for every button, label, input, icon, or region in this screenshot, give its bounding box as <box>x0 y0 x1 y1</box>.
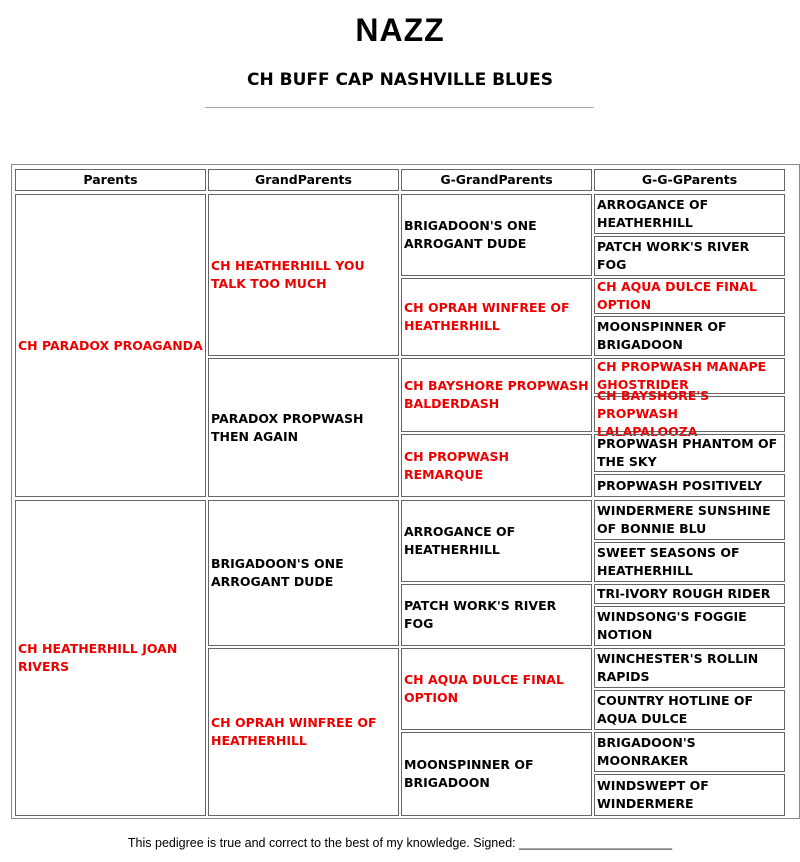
parent-cell: CH PARADOX PROAGANDA <box>15 194 206 497</box>
page-title: NAZZ <box>355 12 445 48</box>
header-parents: Parents <box>15 169 206 191</box>
dog-name: CH BUFF CAP NASHVILLE BLUES <box>247 70 553 90</box>
gggparent-cell: ARROGANCE OF HEATHERHILL <box>594 194 785 234</box>
gggparent-cell: COUNTRY HOTLINE OF AQUA DULCE <box>594 690 785 730</box>
gggparent-cell: TRI-IVORY ROUGH RIDER <box>594 584 785 604</box>
gggparent-cell: WINDERMERE SUNSHINE OF BONNIE BLU <box>594 500 785 540</box>
parent-cell: CH HEATHERHILL JOAN RIVERS <box>15 500 206 816</box>
gggparent-cell: CH PROPWASH MANAPE GHOSTRIDER <box>594 358 785 394</box>
gggparent-cell: PATCH WORK'S RIVER FOG <box>594 236 785 276</box>
gggparent-cell: SWEET SEASONS OF HEATHERHILL <box>594 542 785 582</box>
gggparent-cell: BRIGADOON'S MOONRAKER <box>594 732 785 772</box>
ggrandparent-cell: ARROGANCE OF HEATHERHILL <box>401 500 592 582</box>
gggparent-cell: WINCHESTER'S ROLLIN RAPIDS <box>594 648 785 688</box>
ggrandparent-cell: PATCH WORK'S RIVER FOG <box>401 584 592 646</box>
ggrandparent-cell: CH BAYSHORE PROPWASH BALDERDASH <box>401 358 592 432</box>
grandparent-cell: PARADOX PROPWASH THEN AGAIN <box>208 358 399 497</box>
signature-line: This pedigree is true and correct to the best of my knowledge. Signed: ______________________ <box>127 836 673 850</box>
gggparent-cell: PROPWASH PHANTOM OF THE SKY <box>594 434 785 472</box>
gggparent-cell: WINDSONG'S FOGGIE NOTION <box>594 606 785 646</box>
divider <box>205 107 594 108</box>
grandparent-cell: BRIGADOON'S ONE ARROGANT DUDE <box>208 500 399 646</box>
gggparent-cell: CH AQUA DULCE FINAL OPTION <box>594 278 785 314</box>
header-ggrandparents: G-GrandParents <box>401 169 592 191</box>
ggrandparent-cell: CH OPRAH WINFREE OF HEATHERHILL <box>401 278 592 356</box>
ggrandparent-cell: CH PROPWASH REMARQUE <box>401 434 592 497</box>
grandparent-cell: CH OPRAH WINFREE OF HEATHERHILL <box>208 648 399 816</box>
ggrandparent-cell: BRIGADOON'S ONE ARROGANT DUDE <box>401 194 592 276</box>
header-grandparents: GrandParents <box>208 169 399 191</box>
ggrandparent-cell: CH AQUA DULCE FINAL OPTION <box>401 648 592 730</box>
header-gggparents: G-G-GParents <box>594 169 785 191</box>
ggrandparent-cell: MOONSPINNER OF BRIGADOON <box>401 732 592 816</box>
gggparent-cell: WINDSWEPT OF WINDERMERE <box>594 774 785 816</box>
gggparent-cell: MOONSPINNER OF BRIGADOON <box>594 316 785 356</box>
grandparent-cell: CH HEATHERHILL YOU TALK TOO MUCH <box>208 194 399 356</box>
gggparent-cell: PROPWASH POSITIVELY <box>594 474 785 497</box>
gggparent-cell: CH BAYSHORE'S PROPWASH LALAPALOOZA <box>594 396 785 432</box>
